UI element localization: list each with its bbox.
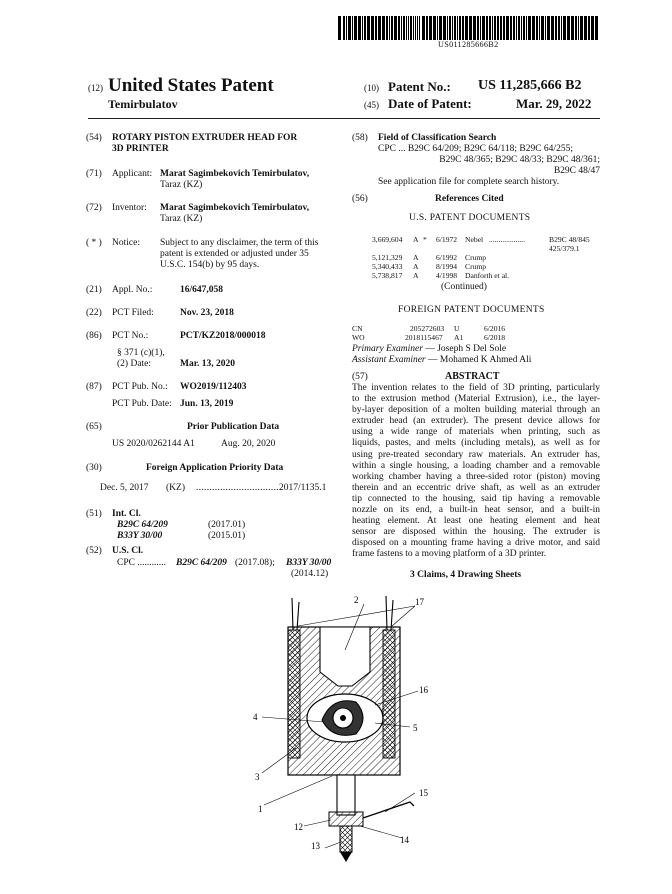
barcode-bar <box>523 16 525 40</box>
barcode-bar <box>403 16 405 40</box>
barcode-bar <box>406 16 407 40</box>
prior-date: Aug. 20, 2020 <box>221 439 276 449</box>
doc-no: 3,669,604 <box>372 235 403 244</box>
cpc-class-a: B29C 64/209 <box>176 558 227 568</box>
barcode-bar <box>526 16 527 40</box>
doc-date: 6/1992 <box>436 253 458 262</box>
barcode-bar <box>354 16 357 40</box>
shaft-center <box>340 715 346 721</box>
intcl-version-1: (2017.01) <box>208 520 246 530</box>
applicant-label: Applicant: <box>112 169 153 179</box>
barcode-bar <box>394 16 397 40</box>
barcode-bar <box>558 16 560 40</box>
barcode-bar <box>433 16 436 40</box>
barcode-bar <box>348 16 351 40</box>
barcode-bar <box>338 16 341 40</box>
intcl-class-2: B33Y 30/00 <box>117 531 163 541</box>
loading-chamber <box>320 627 370 686</box>
applicant-location: Taraz (KZ) <box>160 180 203 190</box>
abstract-line: heating element. At least one heating element and heat <box>352 516 600 527</box>
notice-label: Notice: <box>112 238 140 248</box>
barcode-bar <box>521 16 522 40</box>
date-label: Date of Patent: <box>388 96 472 111</box>
barcode-number: US011285666B2 <box>438 40 499 49</box>
heater-left <box>288 630 300 758</box>
barcode-bar <box>473 16 476 40</box>
barcode-bar <box>449 16 451 40</box>
doc-date: 6/1972 <box>436 235 458 244</box>
barcode-bar <box>588 16 590 40</box>
barcode-bar <box>415 16 416 40</box>
field-code: (58) <box>352 133 368 143</box>
code-12: (12) <box>88 83 103 93</box>
field-label: Field of Classification Search <box>378 133 497 143</box>
barcode-bar <box>408 16 409 40</box>
heater-right <box>383 630 395 758</box>
intcl-label: Int. Cl. <box>112 509 141 519</box>
doc-class-2: 425/379.1 <box>549 244 580 253</box>
header-rule <box>88 118 600 119</box>
inventor-surname: Temirbulatov <box>108 97 178 111</box>
ref-15: 15 <box>419 788 428 798</box>
pub-no-label: PCT Pub. No.: <box>112 382 168 392</box>
barcode-bar <box>364 16 366 40</box>
barcode-bar <box>500 16 502 40</box>
assistant-label: Assistant Examiner <box>352 355 426 365</box>
abstract-line: by-layer deposition of a molten building material through an <box>352 405 600 416</box>
pct-no-label: PCT No.: <box>112 331 149 341</box>
barcode-bar <box>551 16 554 40</box>
notice-code: ( * ) <box>86 238 102 248</box>
barcode-bar <box>497 16 499 40</box>
foreign-no: 2017/1135.1 <box>279 483 327 493</box>
abstract-line: to the extrusion method (Material Extrusion), i.e., the layer- <box>352 394 600 405</box>
ref-1: 1 <box>258 804 263 814</box>
doc-date: 4/1998 <box>436 271 458 280</box>
code-10: (10) <box>364 83 379 93</box>
barcode-bar <box>541 16 544 40</box>
foreign-country: (KZ) <box>166 483 185 493</box>
doc-no: 5,121,329 <box>372 253 403 262</box>
barcode-bar <box>547 16 550 40</box>
abstract-line: within a single housing, a loading chamber and a removable <box>352 460 600 471</box>
ref-13: 13 <box>311 841 320 851</box>
barcode-bar <box>555 16 557 40</box>
abstract-line: tip connected to the housing, said tip having a removable <box>352 493 600 504</box>
ref-14: 14 <box>400 835 409 845</box>
inventor-name: Marat Sagimbekovich Temirbulatov, <box>160 203 310 213</box>
uscl-code: (52) <box>86 546 102 556</box>
barcode-bar <box>367 16 370 40</box>
barcode-bar <box>482 16 485 40</box>
barcode-bar <box>352 16 353 40</box>
inventor-code: (72) <box>86 203 102 213</box>
ref-17: 17 <box>415 597 424 607</box>
pub-no: WO2019/112403 <box>180 382 247 392</box>
foreign-docs-heading: FOREIGN PATENT DOCUMENTS <box>398 305 545 315</box>
doc-kind: A <box>413 262 419 271</box>
pub-date: Jun. 13, 2019 <box>180 399 234 409</box>
fdoc-country: CN <box>352 324 363 333</box>
barcode-bar <box>571 16 574 40</box>
prior-heading: Prior Publication Data <box>187 422 280 432</box>
barcode-bar <box>575 16 577 40</box>
pct-no: PCT/KZ2018/000018 <box>180 331 266 341</box>
prior-no: US 2020/0262144 A1 <box>112 439 195 449</box>
barcode-bar <box>528 16 531 40</box>
title-code: (54) <box>86 133 102 143</box>
notice-line-1: Subject to any disclaimer, the term of this <box>160 238 319 248</box>
barcode-bar <box>429 16 432 40</box>
s371-date-label: (2) Date: <box>117 359 152 369</box>
patent-no-label: Patent No.: <box>388 79 451 94</box>
barcode-bar <box>410 16 412 40</box>
barcode-bar <box>378 16 381 40</box>
barcode-bar <box>362 16 363 40</box>
doc-class: B29C 48/845 <box>549 235 590 244</box>
tip-body <box>329 812 363 826</box>
doc-star: * <box>423 235 427 244</box>
notice-line-2: patent is extended or adjusted under 35 <box>160 249 309 259</box>
barcode-bar <box>545 16 546 40</box>
barcode-bar <box>492 16 493 40</box>
barcode-bar <box>489 16 491 40</box>
barcode-bar <box>391 16 393 40</box>
patent-type: United States Patent <box>108 75 274 96</box>
nozzle <box>340 826 352 852</box>
patent-no: US 11,285,666 B2 <box>478 78 582 93</box>
foreign-dots: ................................ <box>196 483 282 493</box>
continued-link: (Continued) <box>441 282 487 292</box>
barcode-bar <box>506 16 509 40</box>
foreign-code: (30) <box>86 463 102 473</box>
barcode-bar <box>413 16 414 40</box>
barcode-bar <box>447 16 448 40</box>
barcode-bar <box>398 16 400 40</box>
pct-filed-code: (22) <box>86 308 102 318</box>
pub-code: (87) <box>86 382 102 392</box>
barcode-bar <box>452 16 453 40</box>
ref-4: 4 <box>253 712 258 722</box>
barcode <box>338 16 598 40</box>
doc-dots: ................... <box>489 235 526 244</box>
field-note: See application file for complete search history. <box>378 177 560 187</box>
barcode-bar <box>516 16 517 40</box>
abstract-code: (57) <box>352 372 368 382</box>
barcode-bar <box>465 16 468 40</box>
barcode-bar <box>375 16 377 40</box>
barcode-bar <box>591 16 594 40</box>
us-docs-heading: U.S. PATENT DOCUMENTS <box>409 213 531 223</box>
doc-kind: A <box>413 253 419 262</box>
barcode-bar <box>532 16 535 40</box>
doc-name: Crump <box>465 262 487 271</box>
barcode-bar <box>503 16 505 40</box>
cpc-class-b: B33Y 30/00 <box>286 558 332 568</box>
abstract-line: nozzle on its end, a built-in heat sensor, and a built-in <box>352 505 600 516</box>
barcode-bar <box>457 16 458 40</box>
barcode-bar <box>439 16 442 40</box>
appl-code: (21) <box>86 285 102 295</box>
doc-date: 8/1994 <box>436 262 458 271</box>
uscl-label: U.S. Cl. <box>112 546 144 556</box>
ref-3: 3 <box>255 772 260 782</box>
barcode-bar <box>386 16 388 40</box>
barcode-bar <box>459 16 461 40</box>
doc-name: Danforth et al. <box>465 271 510 280</box>
doc-name: Crump <box>465 253 487 262</box>
barcode-bar <box>536 16 538 40</box>
appl-no: 16/647,058 <box>180 285 224 295</box>
code-45: (45) <box>364 100 379 110</box>
barcode-bar <box>382 16 385 40</box>
wire-left <box>292 598 299 630</box>
barcode-bar <box>443 16 446 40</box>
extruder-drawing <box>240 590 440 890</box>
intcl-class-1: B29C 64/209 <box>117 520 168 530</box>
doc-name: Nebel <box>465 235 484 244</box>
abstract-line: frame fastens to a moving platform of a 3D printer. <box>352 549 547 560</box>
abstract-heading: ABSTRACT <box>445 371 500 382</box>
barcode-bar <box>480 16 481 40</box>
barcode-bar <box>513 16 515 40</box>
barcode-bar <box>389 16 390 40</box>
abstract-body <box>352 383 600 561</box>
nozzle-point <box>340 852 352 862</box>
barcode-bar <box>510 16 512 40</box>
applicant-name: Marat Sagimbekovich Temirbulatov, <box>160 169 310 179</box>
barcode-bar <box>343 16 345 40</box>
field-line-1: CPC ... B29C 64/209; B29C 64/118; B29C 64/255; <box>378 144 573 154</box>
title-line-2: 3D PRINTER <box>112 144 169 154</box>
cpc-version-b: (2014.12) <box>291 569 329 579</box>
pct-filed-date: Nov. 23, 2018 <box>180 308 234 318</box>
foreign-heading: Foreign Application Priority Data <box>146 463 284 473</box>
barcode-bar <box>437 16 438 40</box>
primary-examiner <box>352 344 506 355</box>
barcode-bar <box>595 16 598 40</box>
barcode-bar <box>477 16 479 40</box>
barcode-bar <box>346 16 347 40</box>
field-line-2: B29C 48/365; B29C 48/33; B29C 48/361; <box>439 155 600 165</box>
appl-label: Appl. No.: <box>112 285 153 295</box>
barcode-bar <box>494 16 496 40</box>
fdoc-kind: A1 <box>454 333 464 342</box>
applicant-code: (71) <box>86 169 102 179</box>
barcode-bar <box>580 16 583 40</box>
abstract-line: sensor are disposed within the housing. The extruder is <box>352 527 600 538</box>
pct-no-code: (86) <box>86 331 102 341</box>
ref-16: 16 <box>419 685 428 695</box>
primary-label: Primary Examiner <box>352 344 423 354</box>
barcode-bar <box>584 16 587 40</box>
pct-filed-label: PCT Filed: <box>112 308 154 318</box>
fdoc-no: 2018115467 <box>405 333 443 342</box>
intcl-code: (51) <box>86 509 102 519</box>
doc-no: 5,340,433 <box>372 262 403 271</box>
barcode-bar <box>567 16 570 40</box>
barcode-bar <box>419 16 420 40</box>
ref-12: 12 <box>294 822 303 832</box>
fdoc-no: 205272603 <box>410 324 445 333</box>
fdoc-date: 6/2016 <box>484 324 506 333</box>
abstract-line: therein and an eccentric drive shaft, as well as an extruder <box>352 482 600 493</box>
barcode-bar <box>462 16 464 40</box>
barcode-bar <box>563 16 566 40</box>
barcode-bar <box>401 16 402 40</box>
intcl-version-2: (2015.01) <box>208 531 246 541</box>
foreign-date: Dec. 5, 2017 <box>100 483 149 493</box>
inventor-location: Taraz (KZ) <box>160 214 203 224</box>
assistant-examiner <box>352 355 531 366</box>
extruder-tip <box>337 775 355 815</box>
abstract-line: liquids, pastes, and melts (including metals), as well as for <box>352 438 600 449</box>
barcode-bar <box>422 16 425 40</box>
notice-line-3: U.S.C. 154(b) by 95 days. <box>160 260 260 270</box>
refs-heading: References Cited <box>435 194 504 204</box>
wire-right <box>386 596 393 630</box>
s371-label: § 371 (c)(1), <box>117 348 165 358</box>
barcode-bar <box>469 16 472 40</box>
assistant-name: — Mohamed K Ahmed Ali <box>428 355 532 365</box>
claims-summary: 3 Claims, 4 Drawing Sheets <box>410 570 522 580</box>
s371-date: Mar. 13, 2020 <box>180 359 236 369</box>
barcode-bar <box>539 16 540 40</box>
prior-code: (65) <box>86 422 102 432</box>
abstract-line: using pre-treated secondary raw materials. An extruder has, <box>352 449 600 460</box>
abstract-line: The invention relates to the field of 3D printing, particularly <box>352 383 600 393</box>
barcode-bar <box>561 16 562 40</box>
barcode-bar <box>486 16 488 40</box>
title-line-1: ROTARY PISTON EXTRUDER HEAD FOR <box>112 133 298 143</box>
inventor-label: Inventor: <box>112 203 147 213</box>
cpc-prefix: CPC ............ <box>117 558 166 568</box>
barcode-bar <box>358 16 361 40</box>
ref-5: 5 <box>413 723 418 733</box>
abstract-line: using a wide range of materials when printing, such as <box>352 427 600 438</box>
field-line-3: B29C 48/47 <box>553 166 600 176</box>
doc-kind: A <box>413 271 419 280</box>
fdoc-country: WO <box>352 333 365 342</box>
doc-kind: A <box>413 235 419 244</box>
doc-no: 5,738,817 <box>372 271 403 280</box>
fdoc-kind: U <box>454 324 460 333</box>
barcode-bar <box>454 16 456 40</box>
abstract-line: working chamber having a three-sided rotor (piston) moving <box>352 471 600 482</box>
barcode-bar <box>578 16 579 40</box>
abstract-line: extruder head (an extruder). The present device allows for <box>352 416 600 427</box>
abstract-line: disposed on a mounting frame having a drive motor, and said <box>352 538 600 549</box>
pub-date-label: PCT Pub. Date: <box>112 399 172 409</box>
patent-date: Mar. 29, 2022 <box>516 96 592 111</box>
primary-name: — Joseph S Del Sole <box>425 344 507 354</box>
refs-code: (56) <box>352 194 368 204</box>
barcode-bar <box>417 16 418 40</box>
cpc-version-a: (2017.08); <box>235 558 275 568</box>
barcode-bar <box>518 16 520 40</box>
fdoc-date: 6/2018 <box>484 333 506 342</box>
barcode-bar <box>426 16 428 40</box>
ref-2: 2 <box>354 595 359 605</box>
barcode-bar <box>371 16 374 40</box>
